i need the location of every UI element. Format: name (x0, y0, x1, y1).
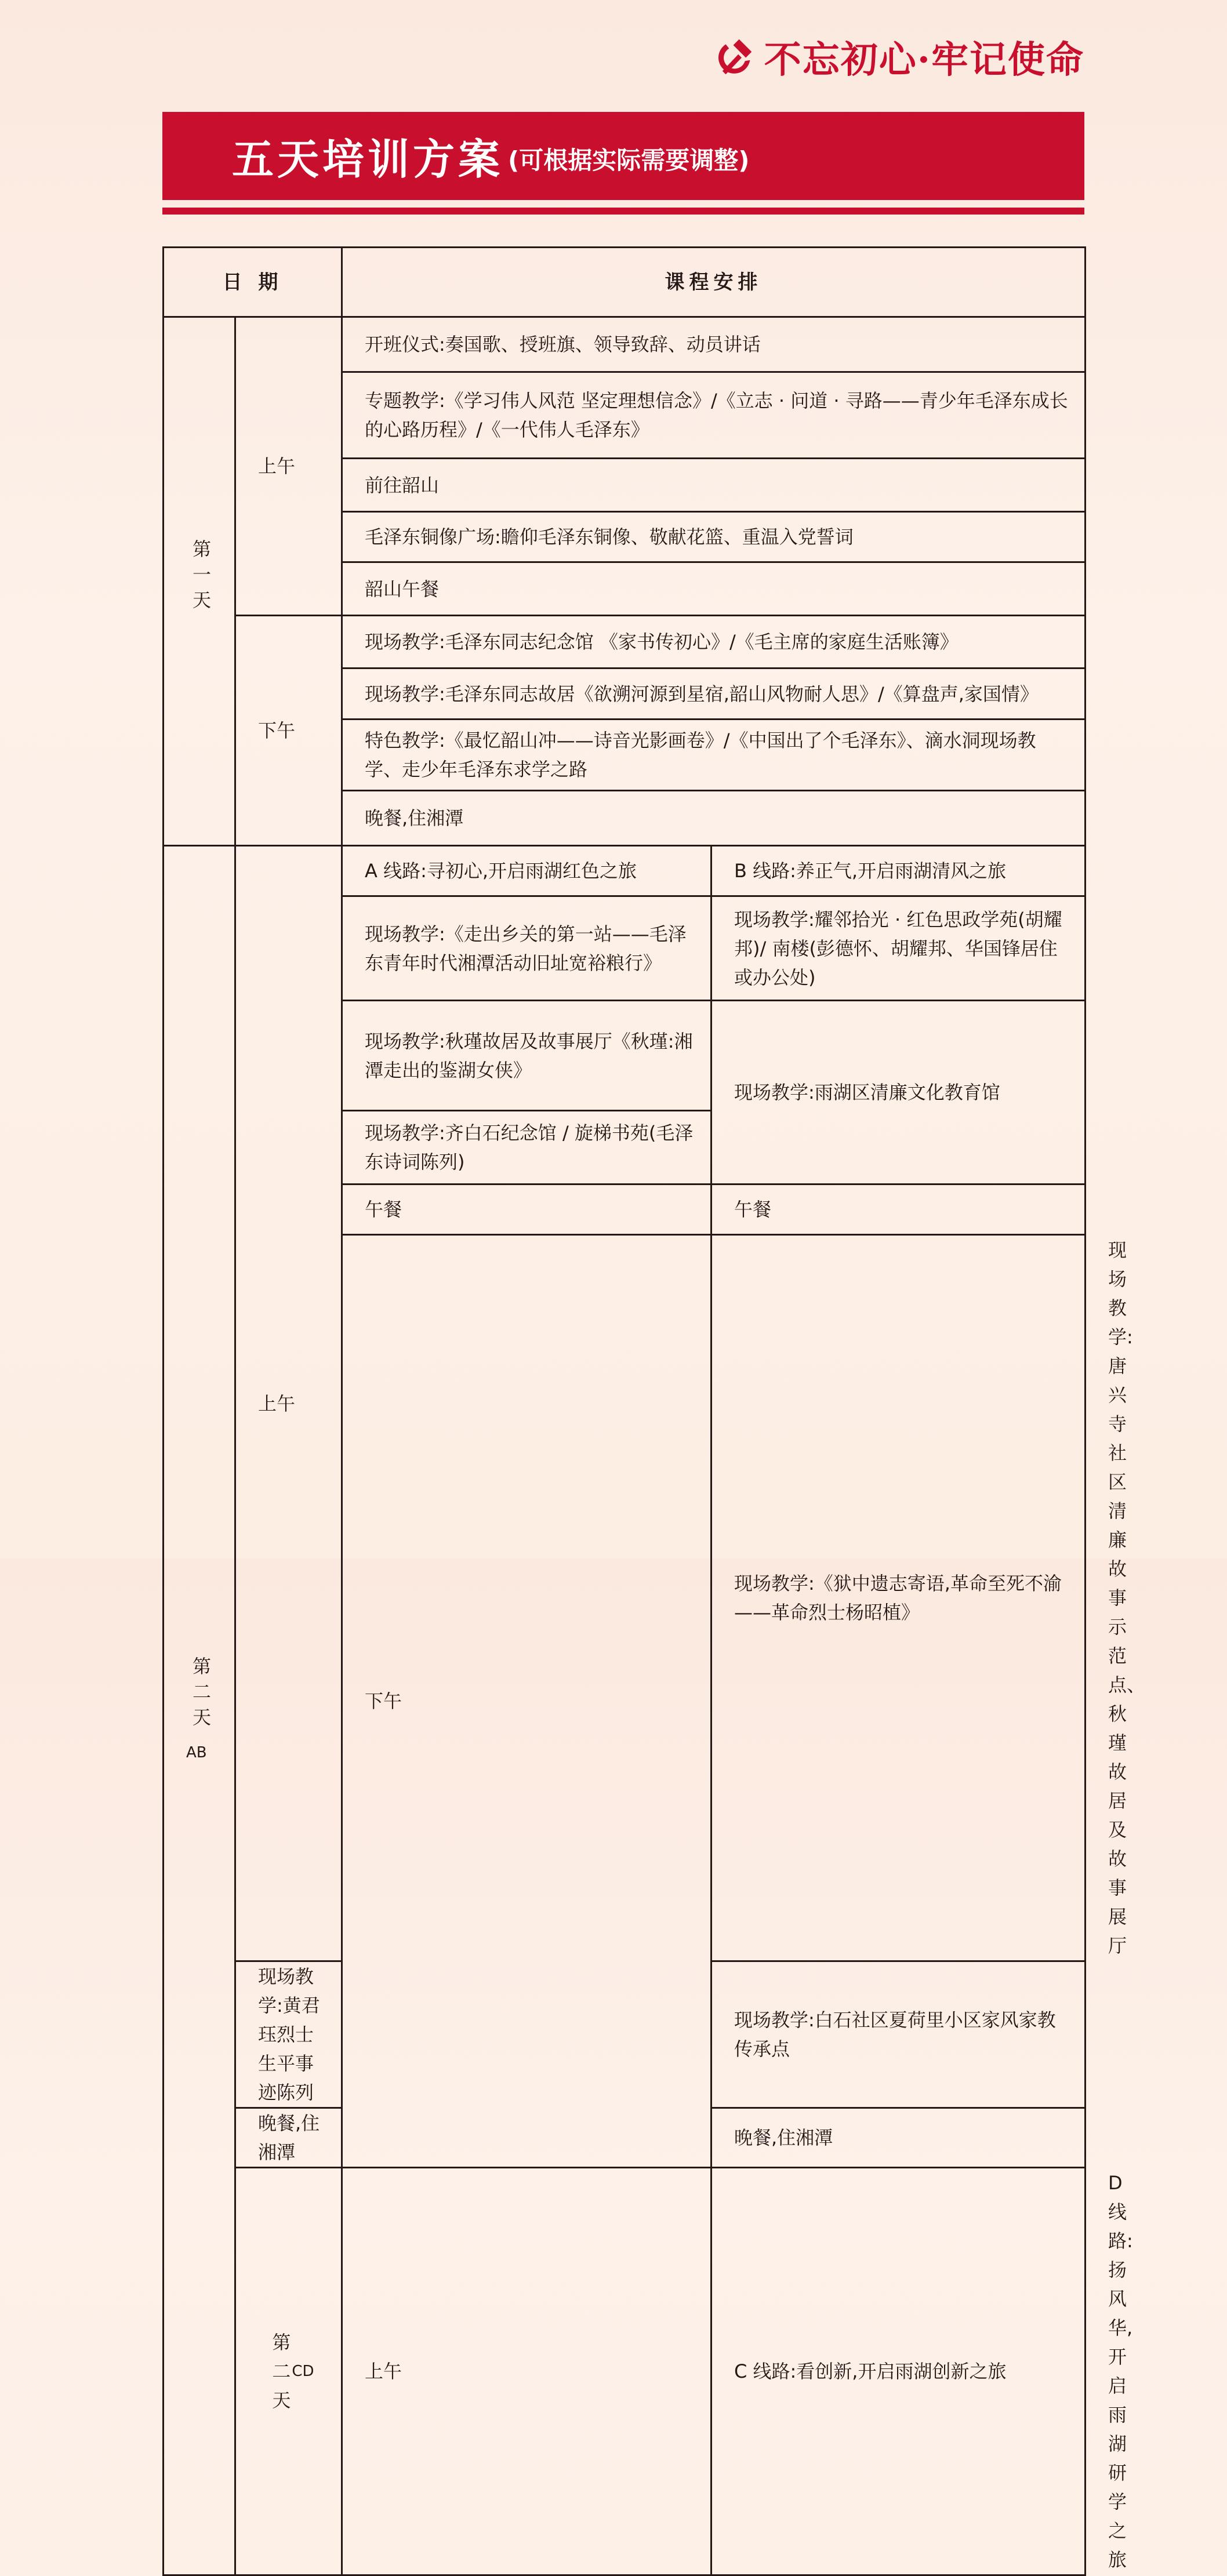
title-underline (162, 208, 1084, 215)
schedule-item: 现场教学:毛泽东同志纪念馆 《家书传初心》/《毛主席的家庭生活账簿》 (342, 616, 1086, 668)
table-header-row (164, 248, 1086, 317)
schedule-item: 现场教学:《走出乡关的第一站——毛泽东青年时代湘潭活动旧址宽裕粮行》 (342, 896, 711, 1001)
schedule-item: 午餐 (342, 1185, 711, 1235)
route-b-title: B 线路:养正气,开启雨湖清风之旅 (711, 846, 1086, 896)
page-title: 五天培训方案 (232, 135, 504, 184)
day1-afternoon-label: 下午 (235, 616, 342, 846)
schedule-item: 韶山午餐 (342, 562, 1086, 616)
day1-morning-label: 上午 (235, 317, 342, 616)
route-c-title: C 线路:看创新,开启雨湖创新之旅 (711, 2168, 1086, 2575)
schedule-item: 现场教学:白石社区夏荷里小区家风家教传承点 (711, 1961, 1086, 2108)
schedule-item: 毛泽东铜像广场:瞻仰毛泽东铜像、敬献花篮、重温入党誓词 (342, 512, 1086, 562)
day1-label: 第一天 (164, 317, 235, 846)
table-row (164, 846, 1086, 896)
table-row: 第 二 天 CD 上午 C 线路:看创新,开启雨湖创新之旅 D 线路:扬风华,开启雨湖研学之旅 (164, 2168, 1086, 2575)
table-row: 下午 现场教学:《狱中遗志寄语,革命至死不渝——革命烈士杨昭植》 现场教学:唐兴寺社区清廉故事示范点、秋瑾故居及故事展厅 (164, 1235, 1086, 1961)
day2cd-morning-label: 上午 (342, 2168, 711, 2575)
schedule-item: 现场教学:齐白石纪念馆 / 旋梯书苑(毛泽东诗词陈列) (342, 1111, 711, 1185)
party-emblem-icon (713, 36, 755, 78)
schedule-item: 现场教学:秋瑾故居及故事展厅《秋瑾:湘潭走出的鉴湖女侠》 (342, 1001, 711, 1111)
schedule-item: 晚餐,住湘潭 (711, 2108, 1086, 2168)
schedule-item: 现场教学:雨湖区清廉文化教育馆 (711, 1001, 1086, 1185)
table-row (164, 317, 1086, 372)
schedule-item: 前往韶山 (342, 459, 1086, 512)
schedule-item: 午餐 (711, 1185, 1086, 1235)
day2cd-label: 第 二 天 CD (235, 2168, 342, 2575)
table-row (164, 616, 1086, 668)
schedule-item: 现场教学:《狱中遗志寄语,革命至死不渝——革命烈士杨昭植》 (711, 1235, 1086, 1961)
schedule-item: 现场教学:毛泽东同志故居《欲溯河源到星宿,韶山风物耐人思》/《算盘声,家国情》 (342, 668, 1086, 720)
schedule-header: 课程安排 (342, 248, 1086, 317)
schedule-item: 特色教学:《最忆韶山冲——诗音光影画卷》/《中国出了个毛泽东》、滴水洞现场教学、走少年毛泽东求学之路 (342, 720, 1086, 791)
title-banner (162, 112, 1084, 200)
schedule-item: 晚餐,住湘潭 (235, 2108, 342, 2168)
page-subtitle: (可根据实际需要调整) (508, 146, 750, 175)
day2ab-afternoon-label: 下午 (342, 1235, 711, 2168)
schedule-item: 现场教学:黄君珏烈士生平事迹陈列 (235, 1961, 342, 2108)
schedule-item: 晚餐,住湘潭 (342, 791, 1086, 846)
schedule-item: 现场教学:耀邻拾光 · 红色思政学苑(胡耀邦)/ 南楼(彭德怀、胡耀邦、华国锋居住或办公处) (711, 896, 1086, 1001)
schedule-table (162, 246, 1146, 2576)
schedule-item: 开班仪式:奏国歌、授班旗、领导致辞、动员讲话 (342, 317, 1086, 372)
slogan-text: 不忘初心·牢记使命 (764, 38, 1084, 82)
day2ab-morning-label: 上午 (235, 846, 342, 1961)
schedule-item: 专题教学:《学习伟人风范 坚定理想信念》/《立志 · 问道 · 寻路——青少年毛泽东成长的心路历程》/《一代伟人毛泽东》 (342, 372, 1086, 459)
slogan (713, 34, 1084, 80)
date-header: 日 期 (164, 248, 342, 317)
route-a-title: A 线路:寻初心,开启雨湖红色之旅 (342, 846, 711, 896)
day2ab-label: 第二天 AB (164, 846, 235, 2575)
